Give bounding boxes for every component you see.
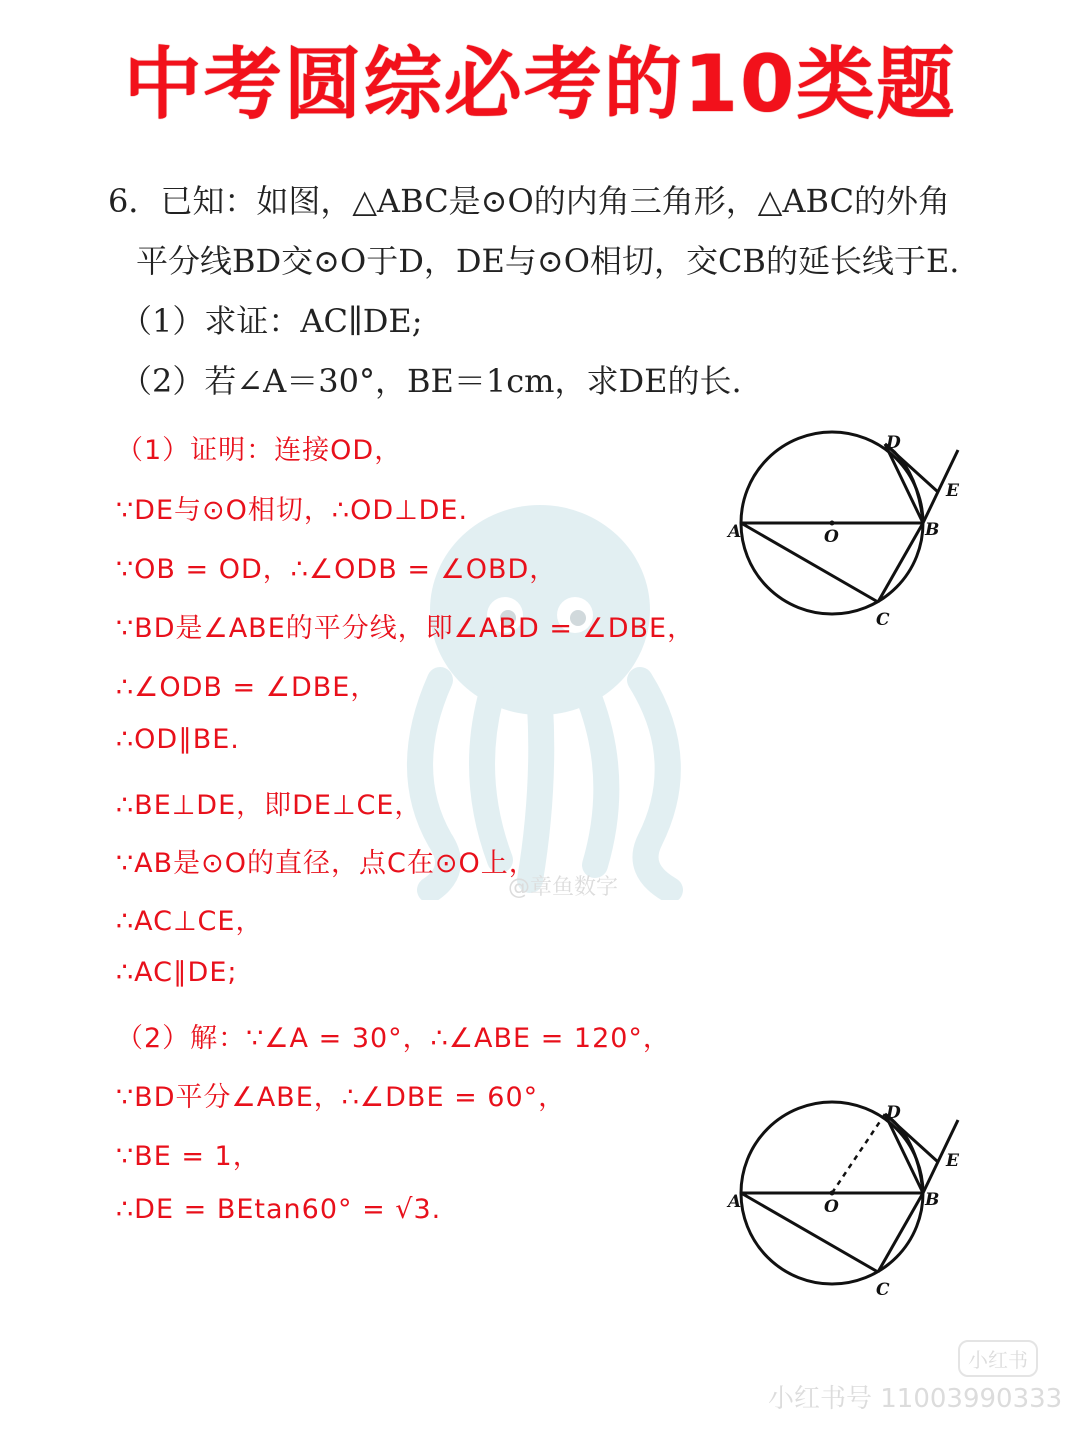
segment-bc <box>878 523 923 602</box>
solution-line: ∵BD平分∠ABE，∴∠DBE = 60°， <box>116 1082 567 1113</box>
center-point <box>830 1191 835 1196</box>
dashed-od <box>832 1114 885 1193</box>
label-b: B <box>925 1190 940 1210</box>
solution-line: ∴AC⊥CE， <box>116 906 264 937</box>
label-c: C <box>876 1280 890 1300</box>
label-a: A <box>728 522 742 542</box>
label-d: D <box>886 433 901 453</box>
problem-line-2: 平分线BD交⊙O于D，DE与⊙O相切，交CB的延长线于E. <box>136 242 960 280</box>
problem-part-2: （2）若∠A＝30°，BE＝1cm，求DE的长. <box>120 362 742 400</box>
solution-line: ∵OB = OD，∴∠ODB = ∠OBD， <box>116 554 558 585</box>
author-watermark: @章鱼数字 <box>508 875 619 900</box>
label-a: A <box>728 1192 742 1212</box>
solution-line: ∴AC∥DE; <box>116 957 238 988</box>
solution-line: ∴OD∥BE. <box>116 724 240 755</box>
solution-line: ∴DE = BEtan60° = √3. <box>116 1194 442 1225</box>
solution-line: ∴∠ODB = ∠DBE， <box>116 672 379 703</box>
solution-line: ∴BE⊥DE，即DE⊥CE， <box>116 790 423 821</box>
problem-line-1: 6．已知：如图，△ABC是⊙O的内角三角形，△ABC的外角 <box>108 182 951 220</box>
label-b: B <box>925 520 940 540</box>
solution-line: （2）解：∵∠A = 30°，∴∠ABE = 120°， <box>116 1023 671 1054</box>
solution-line: ∵AB是⊙O的直径，点C在⊙O上， <box>116 848 537 879</box>
label-o: O <box>824 527 839 547</box>
label-o: O <box>824 1197 839 1217</box>
segment-ac <box>741 1193 878 1272</box>
label-c: C <box>876 610 890 630</box>
label-e: E <box>946 481 959 501</box>
platform-id-watermark: 小红书号 11003990333 <box>768 1384 1063 1414</box>
octopus-watermark-icon <box>380 480 700 900</box>
label-d: D <box>886 1103 901 1123</box>
segment-bc <box>878 1193 923 1272</box>
segment-bd <box>885 1114 923 1193</box>
segment-ac <box>741 523 878 602</box>
solution-line: ∵BD是∠ABE的平分线，即∠ABD = ∠DBE， <box>116 613 696 644</box>
problem-part-1: （1）求证：AC∥DE; <box>120 302 423 340</box>
center-point <box>830 521 835 526</box>
solution-line: ∵DE与⊙O相切，∴OD⊥DE. <box>116 495 469 526</box>
solution-line: （1）证明：连接OD， <box>116 435 403 466</box>
segment-bd <box>885 444 923 523</box>
label-e: E <box>946 1151 959 1171</box>
geometry-figure-1 <box>720 420 980 640</box>
platform-logo-watermark: 小红书 <box>958 1340 1038 1377</box>
solution-line: ∵BE = 1， <box>116 1141 261 1172</box>
geometry-figure-2 <box>720 1090 980 1310</box>
page-title: 中考圆综必考的10类题 <box>123 40 957 130</box>
